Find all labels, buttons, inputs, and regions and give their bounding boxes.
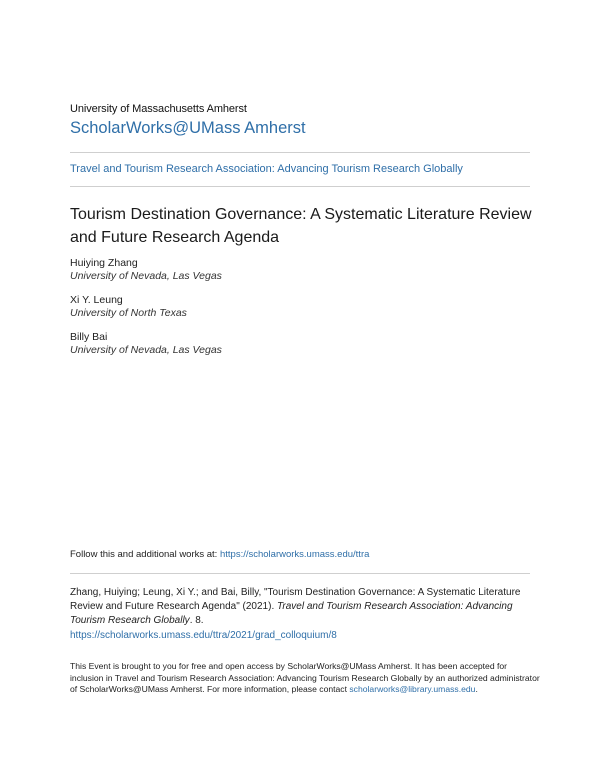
author-name: Xi Y. Leung [70,294,123,306]
author-affiliation: University of Nevada, Las Vegas [70,344,222,356]
series-link[interactable]: Travel and Tourism Research Association: Advancing Tourism Research Globally [70,163,463,175]
follow-link[interactable]: https://scholarworks.umass.edu/ttra [219,549,370,560]
follow-line [70,549,369,560]
citation-url[interactable]: https://scholarworks.umass.edu/ttra/2021/grad_colloquium/8 [70,630,337,641]
author-block [70,294,187,320]
divider [70,186,530,187]
access-notice [70,661,540,696]
author-name: Huiying Zhang [70,257,138,269]
author-affiliation: University of Nevada, Las Vegas [70,270,222,282]
institution-name: University of Massachusetts Amherst [70,103,247,115]
recommended-citation [70,586,540,643]
author-block [70,331,222,357]
follow-text: Follow this and additional works at: [70,549,220,560]
divider [70,152,530,153]
notice-text: This Event is brought to you for free and open access by ScholarWorks@UMass Amherst. It has been accepted for inclusion in Travel and Tourism Research Association: Advancing Tourism Research Globally by an authorized administrator of ScholarWorks@UMass Amherst. For more information, please contact [70,661,540,694]
author-name: Billy Bai [70,331,108,343]
repository-link[interactable]: ScholarWorks@UMass Amherst [70,119,306,137]
divider [70,573,530,574]
author-block [70,257,222,283]
author-affiliation: University of North Texas [70,307,187,319]
notice-end: . [475,684,478,694]
citation-text: Zhang, Huiying; Leung, Xi Y.; and Bai, Billy, "Tourism Destination Governance: A Systematic Literature Review and Future Research Agenda" (2021). [70,587,521,612]
citation-journal: Travel and Tourism Research Association: Advancing Tourism Research Globally [70,601,513,626]
paper-title: Tourism Destination Governance: A Systematic Literature Review and Future Research Agenda [70,206,532,246]
citation-suffix: . 8. [189,615,204,626]
contact-email-link[interactable]: scholarworks@library.umass.edu [349,684,476,694]
